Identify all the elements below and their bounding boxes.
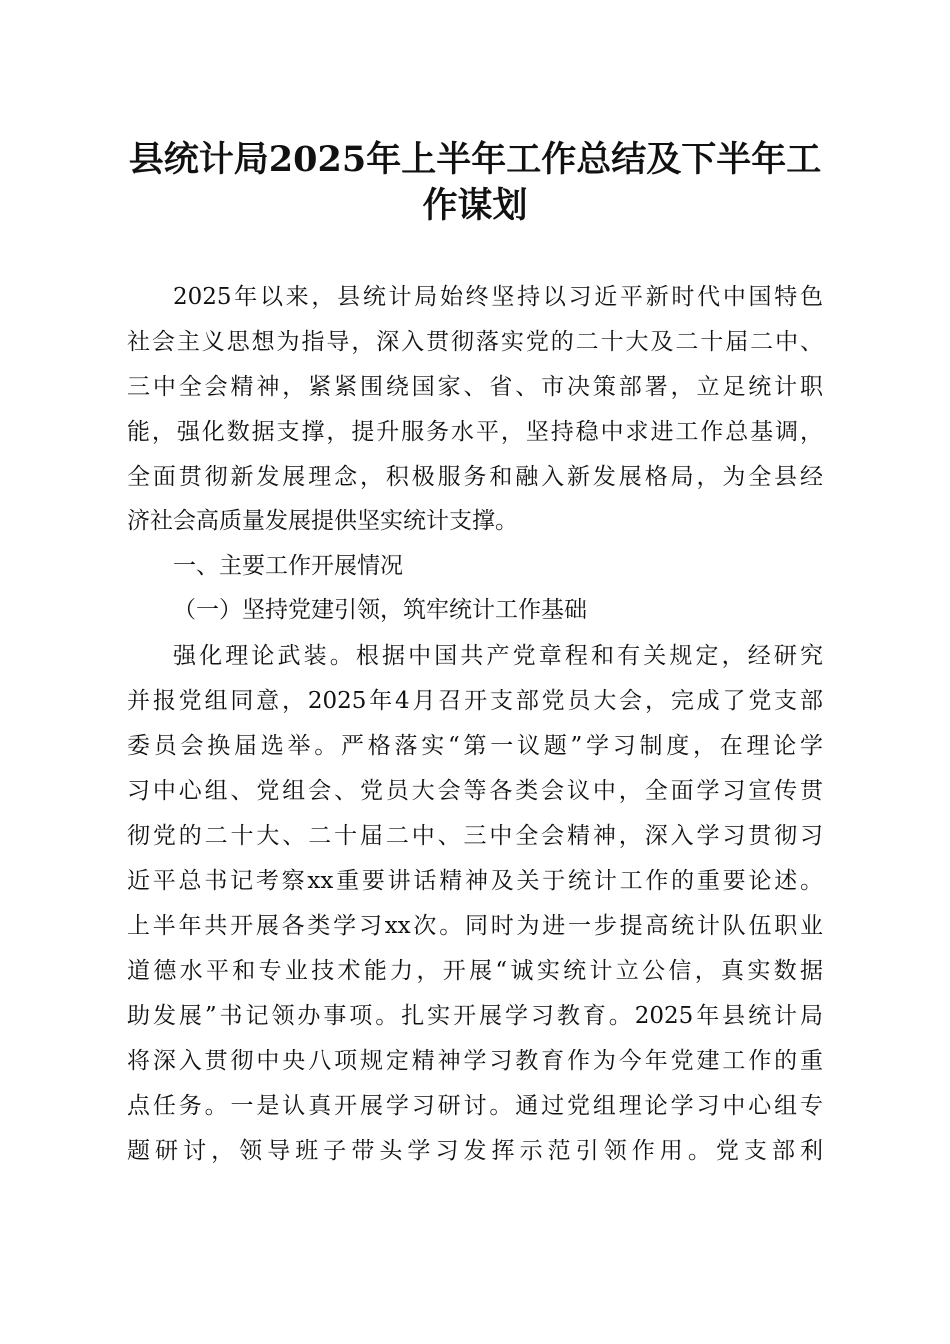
intro-paragraph-line: 社会主义思想为指导，深入贯彻落实党的二十大及二十届二中、 [127,329,823,355]
body-paragraph-line: 彻党的二十大、二十届二中、三中全会精神，深入学习贯彻习 [127,823,823,849]
body-paragraph-line: 近平总书记考察xx重要讲话精神及关于统计工作的重要论述。 [127,868,823,894]
section-heading: 一、主要工作开展情况 [173,553,403,579]
body-paragraph-line: 道德水平和专业技术能力，开展“诚实统计立公信，真实数据 [127,958,823,984]
body-paragraph-line: 助发展”书记领办事项。扎实开展学习教育。2025年县统计局 [127,1003,823,1029]
body-paragraph-line: 将深入贯彻中央八项规定精神学习教育作为今年党建工作的重 [127,1048,823,1074]
body-paragraph-line: 题研讨，领导班子带头学习发挥示范引领作用。党支部利 [127,1138,823,1164]
intro-paragraph-line: 济社会高质量发展提供坚实统计支撑。 [127,508,518,534]
intro-paragraph-line: 2025年以来，县统计局始终坚持以习近平新时代中国特色 [173,284,823,310]
body-paragraph-line: 强化理论武装。根据中国共产党章程和有关规定，经研究 [173,643,823,669]
document-title-line-1: 县统计局2025年上半年工作总结及下半年工 [128,139,822,180]
document-title-line-2: 作谋划 [422,185,528,226]
body-paragraph-line: 习中心组、党组会、党员大会等各类会议中，全面学习宣传贯 [127,778,823,804]
body-paragraph-line: 并报党组同意，2025年4月召开支部党员大会，完成了党支部 [127,688,823,714]
intro-paragraph-line: 三中全会精神，紧紧围绕国家、省、市决策部署，立足统计职 [127,374,823,400]
subsection-heading: （一）坚持党建引领，筑牢统计工作基础 [173,597,587,623]
body-paragraph-line: 委员会换届选举。严格落实“第一议题”学习制度，在理论学 [127,733,823,759]
intro-paragraph-line: 全面贯彻新发展理念，积极服务和融入新发展格局，为全县经 [127,464,823,490]
intro-paragraph-line: 能，强化数据支撑，提升服务水平，坚持稳中求进工作总基调， [127,419,823,445]
body-paragraph-line: 上半年共开展各类学习xx次。同时为进一步提高统计队伍职业 [127,913,823,939]
body-paragraph-line: 点任务。一是认真开展学习研讨。通过党组理论学习中心组专 [127,1093,823,1119]
